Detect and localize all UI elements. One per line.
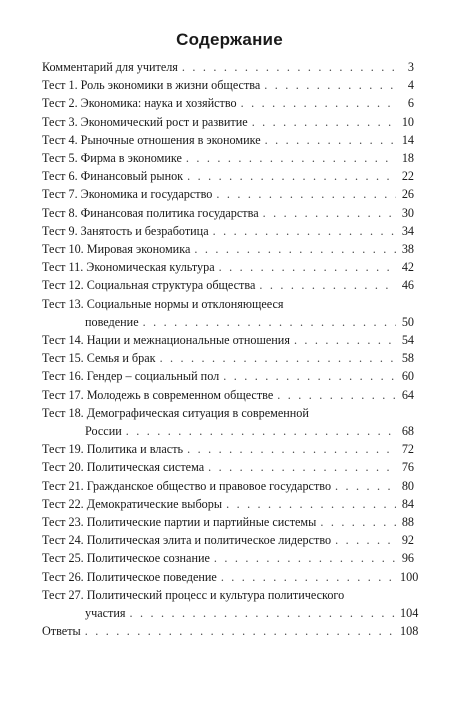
- dot-leader: [194, 240, 396, 258]
- toc-entry-line: [42, 58, 414, 76]
- toc-entry: [42, 58, 414, 76]
- dot-leader: [223, 367, 396, 385]
- toc-entry: [42, 113, 414, 131]
- toc-entry-label: Тест 10. Мировая экономика: [42, 242, 191, 257]
- toc-entry-label: Тест 4. Рыночные отношения в экономике: [42, 132, 261, 147]
- toc-entry-label: России: [85, 424, 122, 439]
- toc-entry-page-number: 34: [401, 223, 414, 238]
- toc-entry-label: Тест 7. Экономика и государство: [42, 187, 213, 202]
- dot-leader: [187, 440, 396, 458]
- toc-entry: [42, 295, 414, 331]
- toc-entry-page-number: 108: [400, 624, 419, 639]
- toc-entry: [42, 94, 414, 112]
- toc-entry-page-number: 92: [401, 533, 414, 548]
- dot-leader: [187, 167, 396, 185]
- dot-leader: [216, 185, 396, 203]
- dot-leader: [294, 331, 396, 349]
- toc-entry: [42, 404, 414, 440]
- toc-entry-label: Тест 19. Политика и власть: [42, 442, 184, 457]
- dot-leader: [130, 604, 397, 622]
- toc-entry: [42, 331, 414, 349]
- toc-entry-page-number: 10: [401, 114, 414, 129]
- toc-entry-line: [42, 440, 414, 458]
- toc-entry-page-number: 3: [407, 60, 414, 74]
- toc-entry-page-number: 60: [401, 369, 414, 384]
- toc-entry-line: [42, 331, 414, 349]
- toc-entry-label: Тест 14. Нации и межнациональные отношения: [42, 333, 290, 348]
- dot-leader: [259, 276, 396, 294]
- toc-entry-label: Тест 16. Гендер – социальный пол: [42, 369, 220, 384]
- toc-entry: [42, 622, 419, 640]
- toc-entry: [42, 549, 414, 567]
- toc-entry: [42, 349, 414, 367]
- toc-entry-page-number: 54: [401, 333, 414, 348]
- dot-leader: [85, 622, 396, 640]
- toc-entry-page-number: 38: [401, 242, 414, 257]
- toc-entry-page-number: 22: [401, 169, 414, 184]
- toc-entry-page-number: 4: [407, 78, 414, 93]
- toc-entry-page-number: 72: [401, 442, 414, 457]
- toc-entry-label: Тест 20. Политическая система: [42, 460, 205, 475]
- toc-entry-label: Тест 22. Демократические выборы: [42, 496, 223, 511]
- toc-entry-page-number: 26: [401, 187, 414, 202]
- toc-entry: [42, 131, 414, 149]
- dot-leader: [335, 531, 396, 549]
- toc-entry-line: [42, 495, 414, 513]
- toc-entry-page-number: 80: [401, 478, 414, 493]
- table-of-contents: [42, 58, 419, 641]
- toc-entry-line: [42, 167, 414, 185]
- toc-entry-line: [42, 185, 414, 203]
- toc-entry-line: [42, 367, 414, 385]
- toc-entry-label: Тест 1. Роль экономики в жизни общества: [42, 78, 261, 93]
- dot-leader: [226, 495, 396, 513]
- toc-entry: [42, 222, 414, 240]
- toc-entry-line: [42, 349, 414, 367]
- toc-entry-label: Тест 21. Гражданское общество и правовое государство: [42, 478, 332, 493]
- toc-entry: [42, 167, 414, 185]
- toc-entry-title-line: Тест 13. Социальные нормы и отклоняющееся: [42, 296, 284, 311]
- toc-entry: [42, 76, 414, 94]
- toc-entry-label: Тест 23. Политические партии и партийные системы: [42, 515, 317, 530]
- toc-entry-line: [42, 549, 414, 567]
- toc-entry-page-number: 88: [401, 515, 414, 530]
- toc-entry-page-number: 84: [401, 496, 414, 511]
- toc-entry-label: участия: [85, 606, 126, 621]
- toc-entry-label: Тест 5. Фирма в экономике: [42, 151, 182, 166]
- toc-entry-line: [42, 76, 414, 94]
- toc-entry-page-number: 76: [401, 460, 414, 475]
- toc-entry-label: Тест 15. Семья и брак: [42, 351, 156, 366]
- toc-entry-page-number: 58: [401, 351, 414, 366]
- toc-entry-page-number: 42: [401, 260, 414, 275]
- toc-entry-page-number: 14: [401, 132, 414, 147]
- toc-entry-label: Тест 25. Политическое сознание: [42, 551, 210, 566]
- toc-entry-line: [42, 386, 414, 404]
- toc-entry-page-number: 6: [407, 96, 414, 111]
- toc-entry: [42, 458, 414, 476]
- toc-entry-page-number: 64: [401, 387, 414, 402]
- toc-entry: [42, 586, 419, 622]
- toc-entry-line: [42, 458, 414, 476]
- toc-entry-label: Тест 2. Экономика: наука и хозяйство: [42, 96, 237, 111]
- page-title: Содержание: [176, 30, 283, 49]
- toc-entry-label: Комментарий для учителя: [42, 60, 178, 74]
- toc-entry: [42, 276, 414, 294]
- toc-entry-line: [42, 477, 414, 495]
- toc-entry: [42, 204, 414, 222]
- dot-leader: [208, 458, 396, 476]
- toc-entry: [42, 386, 414, 404]
- toc-entry-line: [42, 222, 414, 240]
- toc-entry-line: [42, 313, 414, 331]
- toc-entry-line: [42, 531, 414, 549]
- toc-entry-label: Тест 6. Финансовый рынок: [42, 169, 184, 184]
- toc-entry: [42, 477, 414, 495]
- toc-entry: [42, 495, 414, 513]
- toc-entry-label: Тест 17. Молодежь в современном обществе: [42, 387, 274, 402]
- toc-entry-label: Тест 24. Политическая элита и политическое лидерство: [42, 533, 332, 548]
- dot-leader: [320, 513, 396, 531]
- dot-leader: [241, 94, 396, 112]
- toc-entry: [42, 568, 419, 586]
- dot-leader: [335, 477, 396, 495]
- toc-entry-line: [42, 204, 414, 222]
- toc-entry-label: Тест 8. Финансовая политика государства: [42, 205, 259, 220]
- dot-leader: [221, 568, 396, 586]
- toc-entry-line: [42, 240, 414, 258]
- toc-entry-title-line: Тест 27. Политический процесс и культура политического: [42, 587, 345, 602]
- toc-entry-line: [42, 422, 414, 440]
- toc-entry-label: Тест 9. Занятость и безработица: [42, 223, 209, 238]
- dot-leader: [219, 258, 396, 276]
- toc-entry-line: [42, 622, 419, 640]
- toc-entry: [42, 440, 414, 458]
- toc-entry-page-number: 68: [401, 424, 414, 439]
- toc-entry: [42, 185, 414, 203]
- dot-leader: [143, 313, 396, 331]
- toc-entry: [42, 240, 414, 258]
- toc-entry-line: [42, 94, 414, 112]
- dot-leader: [277, 386, 396, 404]
- toc-entry-line: [42, 113, 414, 131]
- dot-leader: [186, 149, 396, 167]
- toc-entry: [42, 513, 414, 531]
- dot-leader: [265, 131, 396, 149]
- toc-entry-line: [42, 513, 414, 531]
- dot-leader: [252, 113, 396, 131]
- toc-entry-line: [42, 258, 414, 276]
- dot-leader: [213, 222, 396, 240]
- toc-entry-page-number: 96: [401, 551, 414, 566]
- toc-entry-label: Тест 11. Экономическая культура: [42, 260, 215, 275]
- toc-entry-label: поведение: [85, 314, 139, 329]
- toc-entry-page-number: 104: [400, 606, 419, 621]
- toc-entry: [42, 367, 414, 385]
- toc-entry-line: [42, 604, 419, 622]
- dot-leader: [263, 204, 396, 222]
- toc-entry-page-number: 30: [401, 205, 414, 220]
- toc-entry-line: [42, 131, 414, 149]
- toc-entries: [42, 58, 419, 641]
- toc-entry-title-line: Тест 18. Демографическая ситуация в современной: [42, 405, 309, 420]
- dot-leader: [126, 422, 396, 440]
- dot-leader: [264, 76, 396, 94]
- toc-entry-label: Тест 3. Экономический рост и развитие: [42, 114, 248, 129]
- toc-entry-line: [42, 568, 419, 586]
- toc-entry-page-number: 50: [401, 314, 414, 329]
- dot-leader: [214, 549, 396, 567]
- toc-entry-line: [42, 276, 414, 294]
- toc-entry: [42, 258, 414, 276]
- toc-entry-page-number: 100: [400, 569, 419, 584]
- toc-entry-label: Тест 26. Политическое поведение: [42, 569, 217, 584]
- toc-entry: [42, 149, 414, 167]
- toc-entry-page-number: 18: [401, 151, 414, 166]
- toc-entry-label: Ответы: [42, 624, 81, 639]
- dot-leader: [182, 58, 396, 76]
- dot-leader: [160, 349, 396, 367]
- toc-entry: [42, 531, 414, 549]
- toc-entry-label: Тест 12. Социальная структура общества: [42, 278, 256, 293]
- toc-entry-line: [42, 149, 414, 167]
- toc-entry-page-number: 46: [401, 278, 414, 293]
